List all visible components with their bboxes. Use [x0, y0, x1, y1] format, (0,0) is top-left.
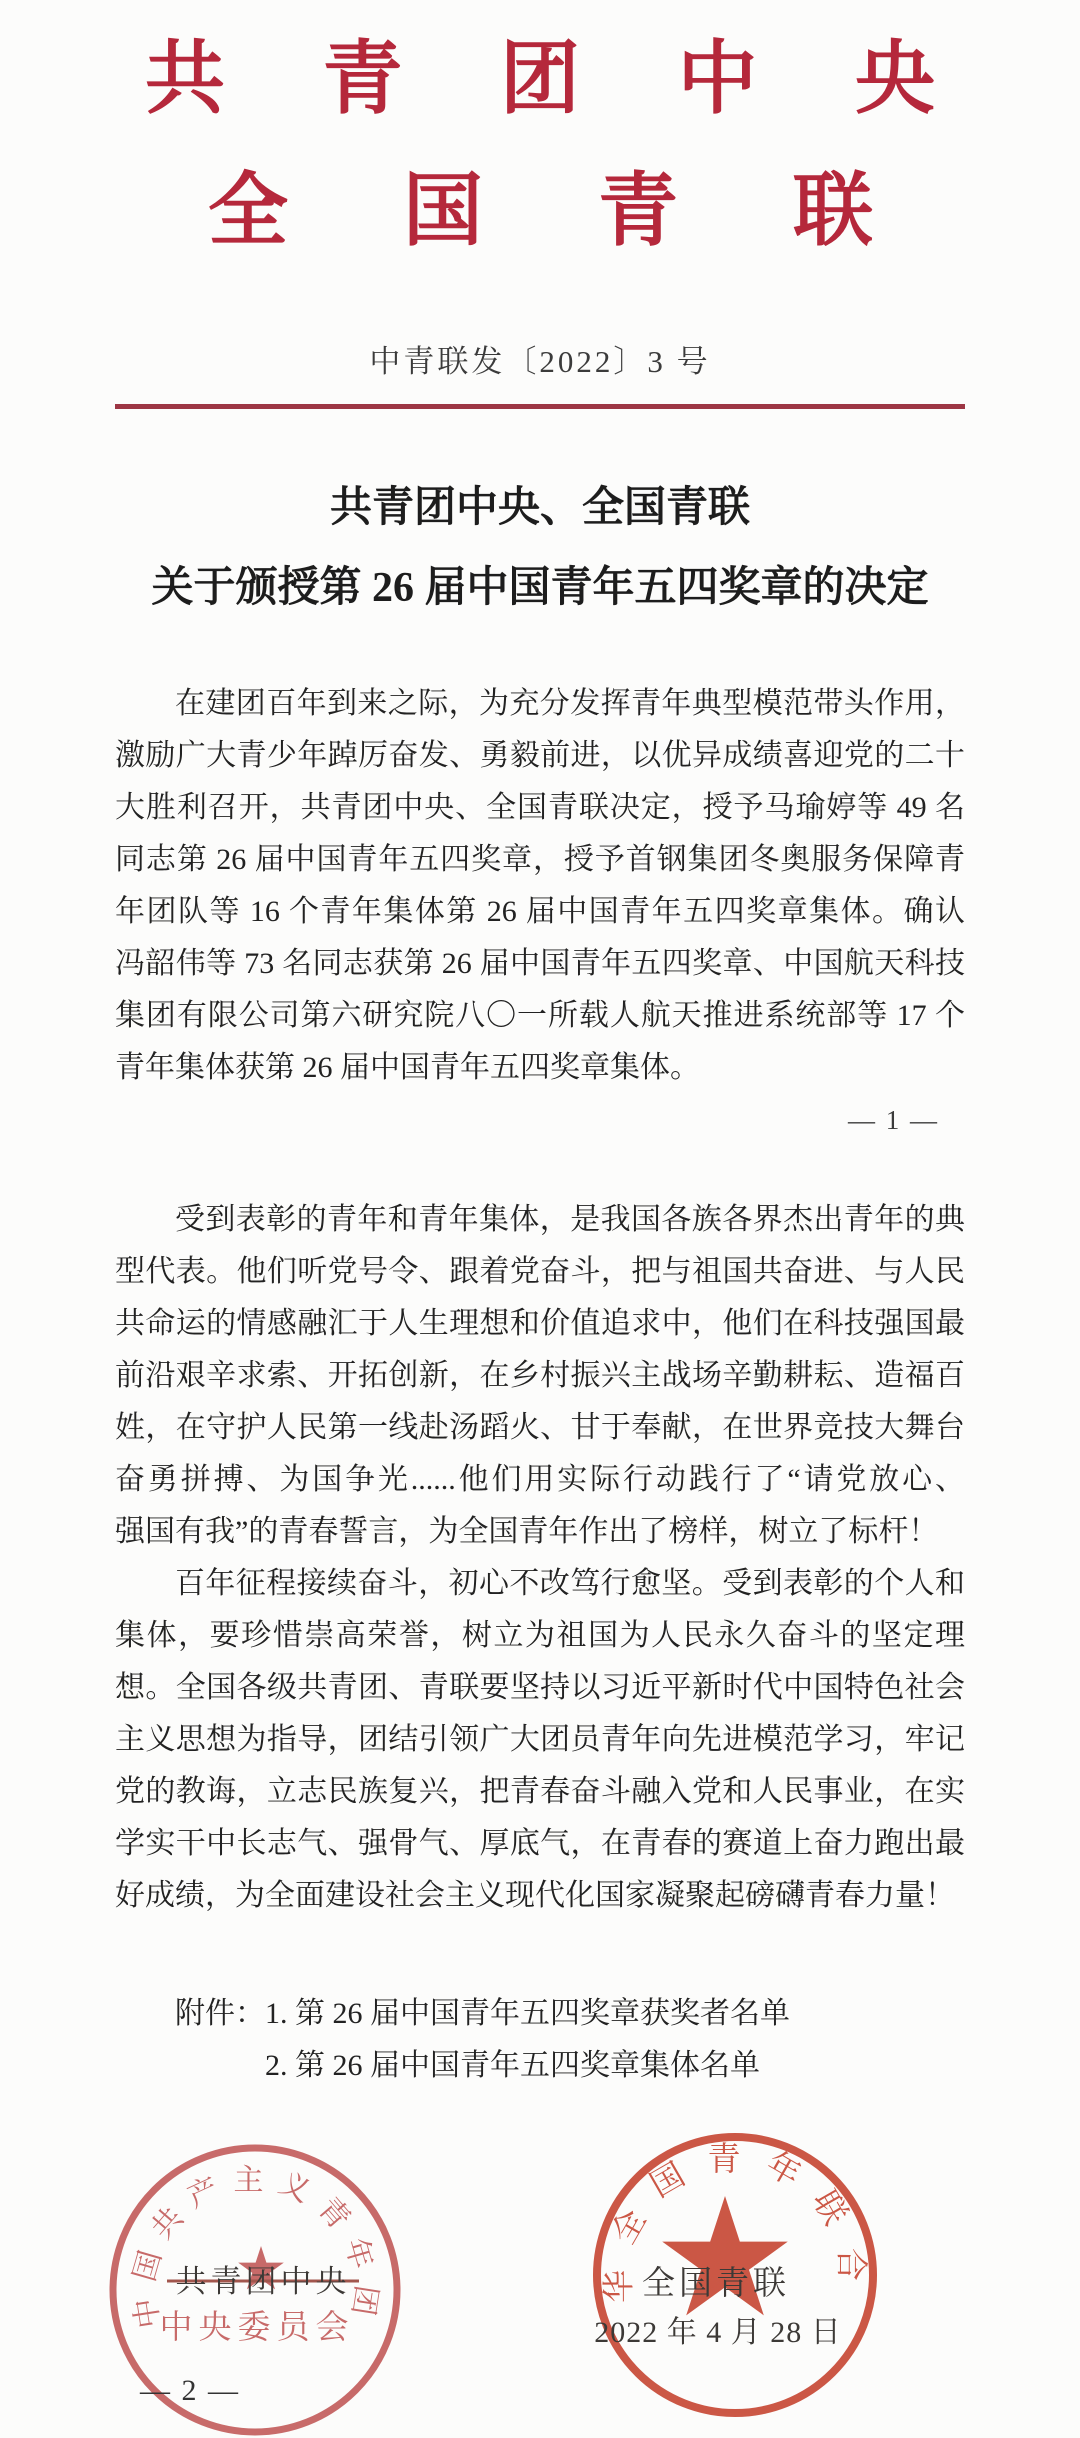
text-line: 好成绩，为全面建设社会主义现代化国家凝聚起磅礴青春力量！: [115, 1879, 955, 1912]
document-number: 中青联发〔2022〕3 号: [369, 344, 711, 379]
red-divider-line: [115, 404, 965, 409]
document-body: [115, 678, 965, 2092]
header-char: 全: [208, 168, 288, 256]
text-line: 党的教诲，立志民族复兴，把青春奋斗融入党和人民事业，在实: [115, 1775, 965, 1808]
text-line: 激励广大青少年踔厉奋发、勇毅前进，以优异成绩喜迎党的二十: [115, 739, 965, 772]
paragraph-3: [115, 1558, 965, 1922]
text-line: 百年征程接续奋斗，初心不改笃行愈坚。受到表彰的个人和: [175, 1567, 965, 1600]
text-line: 同志第 26 届中国青年五四奖章，授予首钢集团冬奥服务保障青: [115, 843, 965, 876]
text-line: 学实干中长志气、强骨气、厚底气，在青春的赛道上奋力跑出最: [115, 1827, 965, 1860]
signer-org-left: 共青团中央: [175, 2264, 351, 2299]
page-number-1: — 1 —: [848, 1105, 939, 1135]
signature-date: 2022 年 4 月 28 日: [594, 2316, 842, 2349]
text-line: 共命运的情感融汇于人生理想和价值追求中，他们在科技强国最: [115, 1307, 965, 1340]
seal-arc-text: 中华全国青年联合会: [557, 2097, 869, 2303]
text-line: 型代表。他们听党号令、跟着党奋斗，把与祖国共奋进、与人民: [115, 1255, 965, 1288]
text-line: 年团队等 16 个青年集体第 26 届中国青年五四奖章集体。确认: [115, 895, 965, 928]
text-line: 强国有我”的青春誓言，为全国青年作出了榜样，树立了标杆！: [115, 1515, 939, 1548]
header-char: 联: [793, 168, 873, 256]
document-title-line1: 共青团中央、全国青联: [329, 485, 750, 531]
text-line: 青年集体获第 26 届中国青年五四奖章集体。: [115, 1051, 700, 1084]
text-line: 2. 第 26 届中国青年五四奖章集体名单: [265, 2049, 760, 2082]
document-title-line2: 关于颁授第 26 届中国青年五四奖章的决定: [151, 565, 929, 611]
header-char: 团: [500, 36, 580, 124]
text-line: 想。全国各级共青团、青联要坚持以习近平新时代中国特色社会: [115, 1671, 965, 1704]
letterhead-org-line1: [145, 36, 935, 124]
letterhead-org-line2: [208, 168, 873, 256]
text-line: 冯韶伟等 73 名同志获第 26 届中国青年五四奖章、中国航天科技: [115, 947, 965, 980]
paragraph-1: [115, 678, 965, 1094]
text-line: 姓，在守护人民第一线赴汤蹈火、甘于奉献，在世界竞技大舞台: [115, 1411, 965, 1444]
text-line: 在建团百年到来之际，为充分发挥青年典型模范带头作用，: [175, 687, 965, 720]
text-line: 奋勇拼搏、为国争光......他们用实际行动践行了“请党放心、: [115, 1463, 965, 1496]
header-char: 央: [855, 36, 935, 124]
header-char: 中: [677, 36, 758, 124]
text-line: 大胜利召开，共青团中央、全国青联决定，授予马瑜婷等 49 名: [115, 791, 965, 824]
paragraph-2: [115, 1194, 965, 1558]
text-line: 前沿艰辛求索、开拓创新，在乡村振兴主战场辛勤耕耘、造福百: [115, 1359, 965, 1392]
text-line: 集团有限公司第六研究院八〇一所载人航天推进系统部等 17 个: [115, 999, 965, 1032]
seal-arc-text: 中国共产主义青年团: [127, 2164, 383, 2331]
text-line: 受到表彰的青年和青年集体，是我国各族各界杰出青年的典: [175, 1203, 965, 1236]
text-line: 主义思想为指导，团结引领广大团员青年向先进模范学习，牢记: [115, 1723, 965, 1756]
text-line: 集体，要珍惜崇高荣誉，树立为祖国为人民永久奋斗的坚定理: [115, 1619, 965, 1652]
header-char: 青: [322, 36, 403, 124]
text-line: 附件：1. 第 26 届中国青年五四奖章获奖者名单: [175, 1997, 790, 2030]
seal-all-china-youth-federation: [557, 2097, 885, 2425]
document-title: [90, 468, 990, 628]
header-char: 国: [403, 168, 483, 256]
page-number-2: — 2 —: [140, 2374, 240, 2407]
signer-org-right: 全国青联: [642, 2266, 790, 2302]
header-char: 共: [145, 36, 225, 124]
seal-bottom-text: 中央委员会: [159, 2310, 355, 2346]
header-char: 青: [598, 168, 678, 256]
attachments-list: [115, 1988, 965, 2092]
